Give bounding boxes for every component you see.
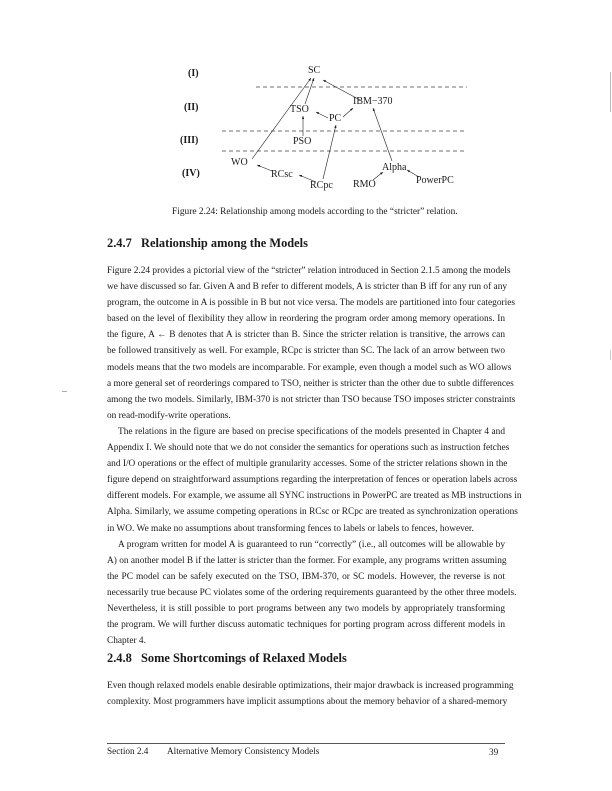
node-rcsc: RCsc [271,169,293,180]
text-line: A program written for model A is guaranteed to run “correctly” (i.e., all outcomes will be allowable by [118,539,505,550]
text-line: Figure 2.24 provides a pictorial view of the “stricter” relation introduced in Section 2.1.5 among the models [107,266,511,276]
footer-rule [107,743,505,744]
text-line: Appendix I. We should note that we do not consider the semantics for operations such as instruction fetches [107,443,510,454]
page-number: 39 [489,747,499,757]
text-line: models means that the two models are incomparable. For example, even though a model such as WO allows [107,362,512,373]
node-sc: SC [308,65,321,76]
node-alpha: Alpha [382,162,407,173]
text-line: program, the outcome in A is possible in B but not vice versa. The models are partitioned into four categories [107,298,516,309]
text-line: the PC model can be safely executed on the TSO, IBM-370, or SC models. However, the reverse is not [107,571,505,582]
level-label-4: (IV) [182,168,200,179]
text-line: different models. For example, we assume all SYNC instructions in PowerPC are treated as MB instructions in [107,491,522,502]
text-line: a more general set of reorderings compared to TSO, neither is stricter than the other due to subtle differences [107,378,514,389]
node-ibm-370: IBM−370 [353,96,393,107]
text-line: Even though relaxed models enable desirable optimizations, their major drawback is increased programming [107,681,514,691]
text-line: the figure, A ← B denotes that A is stricter than B. Since the stricter relation is transitive, the arrows can [107,330,505,341]
footer-title: Alternative Memory Consistency Models [167,746,320,756]
node-tso: TSO [290,104,309,115]
text-line: the program. We will further discuss automatic techniques for porting program across different models in [107,620,505,631]
text-line: based on the level of flexibility they allow in reordering the program order among memory operations. In [107,314,505,325]
text-line: on read-modify-write operations. [107,410,231,421]
node-pso: PSO [293,136,312,147]
scan-margin-mark [610,72,611,112]
node-powerpc: PowerPC [416,175,454,186]
level-label-1: (I) [188,68,199,79]
section-number: 2.4.8 [107,651,132,665]
section-number: 2.4.7 [107,236,132,250]
level-label-3: (III) [180,135,199,146]
section-title: Relationship among the Models [141,236,308,250]
text-line: Chapter 4. [107,636,146,647]
figure-2-24-diagram [160,58,500,198]
level-label-2: (II) [184,102,199,113]
text-line: and I/O operations or the effect of multiple granularity accesses. Some of the stricter relations shown in the [107,459,508,470]
text-line: Alpha. Similarly, we assume competing operations in RCsc or RCpc are treated as synchronization operations [107,507,518,518]
section-title: Some Shortcomings of Relaxed Models [141,651,347,665]
running-footer [107,746,319,756]
text-line: The relations in the figure are based on precise specifications of the models presented in Chapter 4 and [118,426,505,437]
node-rmo: RMO [353,179,376,190]
text-line: be followed transitively as well. For example, RCpc is stricter than SC. The lack of an arrow between two [107,346,505,357]
text-line: figure depend on straightforward assumptions regarding the interpretation of fences or operation labels across [107,475,518,486]
text-line: necessarily true because PC violates some of the ordering requirements guaranteed by the other three models. [107,587,517,598]
section-heading-2-4-8 [107,651,347,666]
node-pc: PC [329,113,342,124]
section-heading-2-4-7 [107,236,308,251]
text-line: among the two models. Similarly, IBM-370 is not stricter than TSO because TSO imposes stricter constraints [107,394,516,405]
scan-artifact [62,391,67,392]
section-body-2-4-7 [107,263,522,649]
section-body-2-4-8 [107,678,514,710]
text-line: in WO. We make no assumptions about transforming fences to labels or labels to fences, however. [107,523,474,534]
node-rcpc: RCpc [310,180,333,191]
scan-margin-mark [610,350,611,360]
text-line: A) on another model B if the latter is stricter than the former. For example, any programs written assuming [107,555,507,566]
figure-caption: Figure 2.24: Relationship among models according to the “stricter” relation. [172,207,458,217]
text-line: Nevertheless, it is still possible to port programs between any two models by appropriately transforming [107,603,505,614]
footer-section: Section 2.4 [107,746,149,756]
text-line: complexity. Most programmers have implicit assumptions about the memory behavior of a shared-memory [107,697,508,708]
text-line: we have discussed so far. Given A and B refer to different models, A is stricter than B iff for any run of any [107,282,508,293]
node-wo: WO [231,157,248,168]
